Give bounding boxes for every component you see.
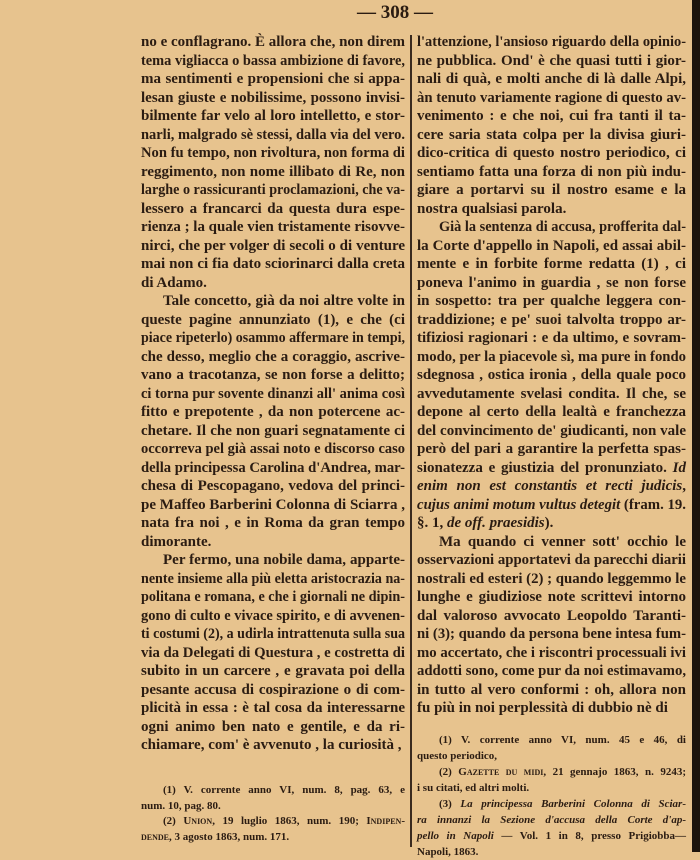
text-line	[417, 699, 686, 718]
text-line	[141, 366, 405, 385]
line-text: rienza ; la quale vien tristamente risovve-	[141, 219, 405, 235]
paragraph	[417, 533, 686, 718]
line-text: mente e in forbite forme redatta (1) , ci	[417, 256, 686, 272]
text-line	[417, 89, 686, 108]
text-line	[417, 732, 686, 748]
text-segment: sionatezza e giustizia del pronunziato.	[417, 459, 673, 476]
line-text: chetare. Il che non guari segnatamente ci	[141, 422, 405, 439]
text-line	[417, 551, 686, 570]
line-text: Per fermo, una nobile dama, apparte-	[163, 552, 405, 568]
left-footnotes	[141, 783, 405, 845]
text-line	[141, 607, 405, 626]
text-line	[141, 255, 405, 274]
text-line	[417, 255, 686, 274]
line-text: no e conflagrano. È allora che, non direm	[141, 34, 405, 50]
text-line	[417, 607, 686, 626]
line-text: poneva l'animo in guardia , se non forse	[417, 274, 686, 291]
line-text: in sospetto: tra per qualche leggera con-	[417, 293, 686, 309]
small-caps-text: Gazette du midi	[458, 766, 544, 778]
text-line	[417, 329, 686, 348]
text-line	[417, 477, 686, 496]
line-text: chesa di Pescopagano, vedova del princi-	[141, 478, 405, 494]
line-text: ma sentimenti e propensioni che si appa-	[141, 71, 405, 87]
text-line	[141, 830, 405, 846]
line-text: mai non ci fia dato sciorinarci dalla creta	[141, 256, 405, 272]
text-line	[141, 311, 405, 330]
line-text: pe Maffeo Barberini Colonna di Sciarra ,	[141, 496, 405, 513]
text-segment: ,	[682, 478, 686, 494]
line-text: àn tenuto variamente ragione di questo av-	[417, 89, 686, 106]
line-text: queste pagine annunziato (1), e che (ci	[141, 311, 405, 328]
text-line	[417, 422, 686, 441]
text-line	[417, 570, 686, 589]
line-text: nali di quà, e molti anche di là dalle Alpi,	[417, 71, 686, 87]
text-line	[417, 163, 686, 182]
text-line	[141, 440, 405, 459]
line-text: dimorante.	[141, 533, 212, 550]
text-line	[141, 200, 405, 219]
line-text: Già la sentenza di accusa, profferita dal-	[439, 219, 686, 235]
text-line	[141, 144, 405, 163]
line-text: occorreva pel già assai noto e discorso caso	[141, 441, 405, 457]
text-line	[141, 70, 405, 89]
text-line	[141, 422, 405, 441]
line-text: dico-critica di questo nostro periodico, ci	[417, 145, 686, 161]
text-line	[417, 844, 686, 860]
line-text: lunghe e giudiziose note scrittevi intorno	[417, 589, 686, 605]
italic-text: ra innanzi la Sezione d'accusa della Corte d'ap-	[417, 814, 686, 826]
text-line	[141, 52, 405, 71]
text-line	[417, 107, 686, 126]
text-line	[141, 348, 405, 367]
text-line	[417, 440, 686, 459]
text-line	[141, 477, 405, 496]
line-text: sentiamo fatta una forza di non più indu-	[417, 163, 686, 180]
text-line	[141, 514, 405, 533]
right-footnotes	[417, 732, 686, 860]
line-text: fitto e prepotente , da non potercene ac-	[141, 404, 405, 420]
text-line	[141, 403, 405, 422]
paragraph	[417, 33, 686, 218]
footnote	[141, 783, 405, 814]
column-divider	[410, 35, 412, 847]
line-text: tifiziosi ragionari : e da ultimo, e sovram-	[417, 330, 686, 346]
line-text: in tutto al vero conformi : oh, allora non	[417, 681, 686, 698]
text-line	[141, 292, 405, 311]
small-caps-text: Union	[183, 815, 213, 827]
text-line	[417, 70, 686, 89]
text-line	[417, 496, 686, 515]
text-line	[417, 514, 686, 533]
line-text: avvedutamente svelasi condita. Il che, se	[417, 385, 686, 402]
text-line	[417, 237, 686, 256]
line-text: cere saria stata colpa per la divisa giuri-	[417, 126, 686, 143]
text-line	[141, 799, 405, 815]
line-text: narli, malgrado sè stessi, dalla via del vero.	[141, 126, 405, 143]
line-text: bilmente far velo al loro intelletto, e stor-	[141, 108, 405, 124]
line-text: plicità in essa : è tal cosa da interessarne	[141, 700, 405, 716]
line-text: che desso, meglio che a coraggio, ascrive-	[141, 348, 405, 365]
line-text: ogni animo ben nato e gentile, e da ri-	[141, 718, 405, 735]
text-line	[141, 533, 405, 552]
line-text: subito in un carcere , e gravata poi della	[141, 663, 405, 679]
text-line	[417, 588, 686, 607]
line-text: di Adamo.	[141, 274, 207, 291]
text-line	[141, 551, 405, 570]
line-text: chiamare, com' è avvenuto , la curiosità ,	[141, 737, 402, 753]
line-text: ci torna pur sovente dinanzi all' anima così	[141, 385, 405, 402]
italic-text: La principessa Barberini Colonna di Sciar-	[460, 798, 686, 810]
text-line	[417, 780, 686, 796]
line-text: mo accertato, che i riscontri processuali ivi	[417, 644, 686, 661]
text-line	[417, 662, 686, 681]
line-text: ne pubblica. Ond' è che quasi tutti i gior-	[417, 52, 686, 69]
italic-text: pello in Napoli	[417, 830, 494, 842]
text-line	[141, 644, 405, 663]
line-text: larghe o rassicuranti proclamazioni, che va-	[141, 182, 405, 198]
text-line	[141, 89, 405, 108]
text-line	[417, 533, 686, 552]
line-text: però del pari a garantire la perfetta spas-	[417, 441, 686, 457]
text-segment: , 21 gennajo 1863, n. 9243;	[543, 766, 687, 778]
line-text: nirci, che per volger di secoli o di venture	[141, 237, 405, 254]
text-segment: ).	[544, 515, 554, 531]
small-caps-text: Indipen-	[366, 815, 405, 827]
text-segment: (fram. 19.	[620, 496, 686, 513]
text-line	[141, 662, 405, 681]
line-text: nostrali ed esteri (2) ; quando leggemmo le	[417, 570, 686, 587]
text-line	[417, 812, 686, 828]
text-line	[417, 681, 686, 700]
footnote	[141, 814, 405, 845]
text-line	[417, 126, 686, 145]
line-text: gono di culto e vivace spirito, e di avvenen-	[141, 607, 405, 624]
text-line	[417, 52, 686, 71]
text-line	[417, 828, 686, 844]
line-text: politana e romana, e che i giornali ne dipin-	[141, 589, 405, 605]
text-line	[417, 796, 686, 812]
line-text: Non fu tempo, non rivoltura, non forma di	[141, 145, 405, 161]
text-line	[417, 144, 686, 163]
line-text: ti costumi (2), a udirla intrattenuta sulla sua	[141, 626, 405, 642]
line-text: addotti sono, come pur da noi estimavamo,	[417, 663, 686, 679]
line-text: del convincimento de' giudicanti, non vale	[417, 422, 686, 439]
text-line	[417, 748, 686, 764]
line-text: vano a tracotanza, se non forse a delitto;	[141, 367, 405, 383]
line-text: dal valoroso avvocato Leopoldo Taranti-	[417, 607, 686, 624]
text-line	[417, 366, 686, 385]
line-text: nente insieme alla più eletta aristocrazia na-	[141, 570, 405, 587]
line-text: tema vigliacca o bassa ambizione di favore,	[141, 52, 405, 69]
line-text: sdegnosa , ostica ironia , della quale poco	[417, 367, 686, 383]
text-line	[141, 496, 405, 515]
right-column	[417, 33, 686, 718]
text-line	[417, 385, 686, 404]
text-line	[417, 644, 686, 663]
left-column	[141, 33, 405, 755]
text-line	[141, 699, 405, 718]
line-text: Ma quando ci venner sott' occhio le	[439, 533, 686, 550]
text-segment: Napoli, 1863.	[417, 846, 479, 858]
line-text: depone al certo della lealtà e franchezza	[417, 404, 686, 420]
text-segment: i su citati, ed altri molti.	[417, 782, 530, 794]
text-line	[417, 625, 686, 644]
paragraph	[141, 292, 405, 551]
text-segment: (3)	[439, 798, 461, 810]
text-line	[141, 783, 405, 799]
text-line	[141, 570, 405, 589]
text-line	[417, 33, 686, 52]
text-segment: , 3 agosto 1863, num. 171.	[169, 830, 290, 843]
text-line	[417, 218, 686, 237]
line-text: Tale concetto, già da noi altre volte in	[163, 293, 405, 309]
text-line	[141, 181, 405, 200]
italic-text: de off. praesidis	[447, 515, 545, 531]
line-text: ni (3); quando da persona bene intesa fum-	[417, 626, 686, 642]
small-caps-text: dende	[141, 830, 170, 843]
text-line	[417, 459, 686, 478]
text-segment: (2)	[439, 766, 459, 778]
text-line	[141, 459, 405, 478]
italic-text: cujus animi motum vultus detegit	[417, 496, 621, 513]
text-line	[141, 126, 405, 145]
text-segment: , 19 luglio 1863, num. 190;	[212, 815, 367, 827]
line-text: la Corte d'appello in Napoli, ed assai abil-	[417, 237, 686, 254]
line-text: lessero a francarci da questa dura espe-	[141, 200, 405, 217]
text-segment: (1) V. corrente anno VI, num. 45 e 46, di	[439, 734, 686, 746]
text-line	[141, 814, 405, 830]
line-text: nata fra noi , e in Roma da gran tempo	[141, 515, 405, 531]
text-segment: §. 1,	[417, 515, 447, 531]
footnote	[417, 764, 686, 796]
line-text: reggimento, non nome illibato di Re, non	[141, 163, 405, 180]
italic-text: enim non est constantis et recti judicis	[417, 478, 683, 494]
text-line	[141, 107, 405, 126]
text-line	[417, 764, 686, 780]
line-text: lesan giuste e nobilissime, possono invisi-	[141, 89, 405, 106]
text-segment: num. 10, pag. 80.	[141, 799, 221, 812]
text-line	[417, 403, 686, 422]
text-line	[417, 181, 686, 200]
text-line	[141, 33, 405, 52]
page-edge	[692, 0, 700, 852]
paragraph	[141, 33, 405, 292]
line-text: fu più in noi perplessità di dubbio nè di	[417, 700, 668, 716]
line-text: pesante accusa di cospirazione o di com-	[141, 681, 405, 698]
text-line	[141, 718, 405, 737]
line-text: nostra qualsiasi parola.	[417, 200, 567, 217]
text-line	[141, 163, 405, 182]
text-line	[141, 329, 405, 348]
text-line	[141, 218, 405, 237]
line-text: via da Delegati di Questura , e costretta di	[141, 644, 405, 661]
paragraph	[417, 218, 686, 533]
line-text: venimento : e che noi, cui fra tanti il ta-	[417, 108, 686, 124]
text-line	[417, 200, 686, 219]
text-line	[417, 274, 686, 293]
page-number: — 308 —	[357, 2, 433, 23]
line-text: piace ripeterlo) osammo affermare in tempi,	[141, 330, 405, 346]
text-line	[141, 736, 405, 755]
text-line	[141, 625, 405, 644]
text-line	[141, 385, 405, 404]
italic-text: Id	[672, 459, 686, 476]
line-text: della principessa Carolina d'Andrea, mar-	[141, 459, 405, 476]
text-line	[141, 274, 405, 293]
text-segment: (1) V. corrente anno VI, num. 8, pag. 63, e	[163, 784, 405, 796]
text-line	[141, 681, 405, 700]
text-line	[141, 237, 405, 256]
line-text: osservazioni apportatevi da parecchi diarii	[417, 552, 686, 568]
text-segment: questo periodico,	[417, 750, 498, 762]
text-segment: — Vol. 1 in 8, presso Prigiobba—	[493, 830, 686, 842]
line-text: l'attenzione, l'ansioso riguardo della opinio-	[417, 34, 686, 50]
footnote	[417, 796, 686, 860]
text-line	[417, 292, 686, 311]
text-line	[417, 311, 686, 330]
text-segment: (2)	[163, 815, 184, 827]
line-text: traddizione; e pe' suoi talvolta troppo ar-	[417, 311, 686, 328]
footnote	[417, 732, 686, 764]
text-line	[141, 588, 405, 607]
line-text: modo, per la piacevole sì, ma pure in fondo	[417, 348, 686, 365]
text-line	[417, 348, 686, 367]
paragraph	[141, 551, 405, 755]
line-text: giare a portarvi su il nostro esame e la	[417, 182, 686, 198]
